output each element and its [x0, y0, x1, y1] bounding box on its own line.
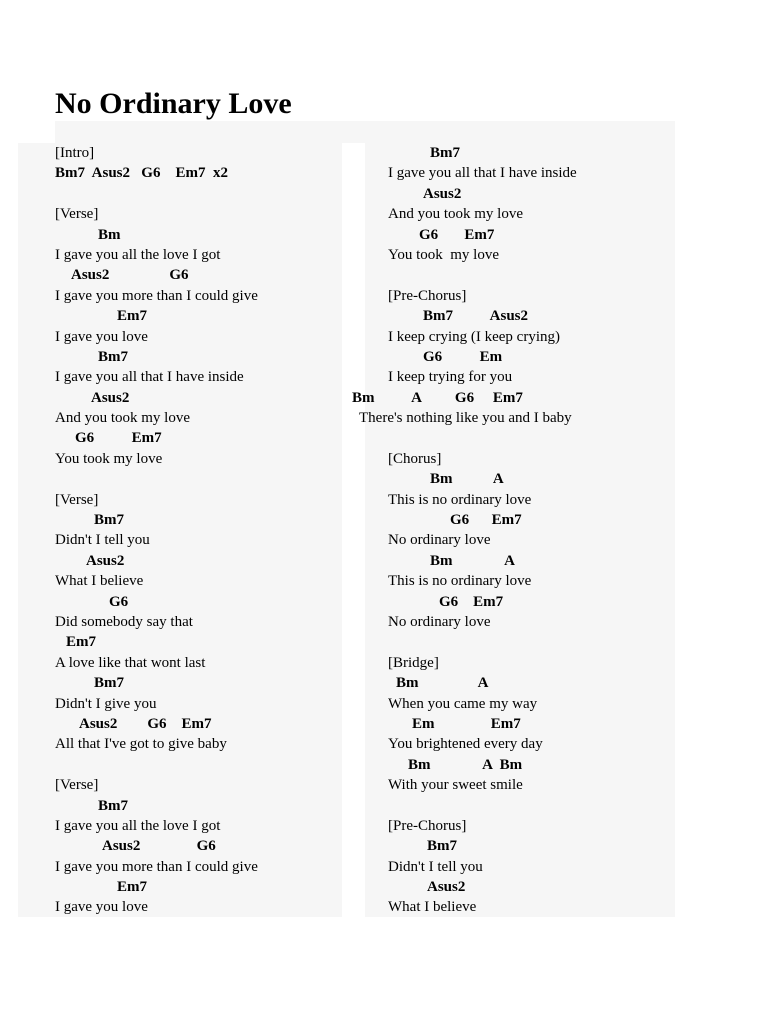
lyric-line: [Chorus] [388, 450, 442, 467]
lyric-line: Did somebody say that [55, 613, 193, 630]
chord-line: Bm7 [98, 797, 128, 814]
chord-line: G6 Em7 [419, 226, 495, 243]
blank-line [0, 469, 345, 489]
lyric-line: And you took my love [388, 206, 523, 223]
lyric-line: I keep crying (I keep crying) [388, 328, 561, 345]
chord-line: Asus2 G6 [71, 267, 189, 284]
lyric-line: This is no ordinary love [388, 491, 532, 508]
lyric-line: Didn't I tell you [388, 858, 483, 875]
lyric-line: [Bridge] [388, 654, 439, 671]
chord-line: G6 [109, 593, 129, 610]
chord-line: G6 Em7 [75, 430, 162, 447]
song-title: No Ordinary Love [55, 87, 292, 120]
lyric-line: This is no ordinary love [388, 573, 532, 590]
lyric-line: I gave you all that I have inside [55, 369, 244, 386]
blank-line [0, 755, 345, 775]
lyric-line: [Pre-Chorus] [388, 287, 467, 304]
chord-line: Asus2 [91, 389, 130, 406]
lyric-line: No ordinary love [388, 532, 491, 549]
chord-line: Bm [98, 226, 121, 243]
lyric-line: A love like that wont last [55, 654, 206, 671]
page-shade-top [55, 121, 675, 143]
chord-line: Bm7 [427, 838, 457, 855]
lyric-line: I gave you all that I have inside [388, 165, 577, 182]
chord-line: Bm A [430, 552, 516, 569]
chord-line: Asus2 [427, 879, 466, 896]
lyric-line: [Verse] [55, 491, 99, 508]
chord-line: Asus2 G6 [102, 838, 216, 855]
chord-line: Bm A G6 Em7 [352, 389, 523, 406]
chord-line: Bm7 Asus2 G6 Em7 x2 [55, 165, 228, 182]
lyric-line: [Pre-Chorus] [388, 817, 467, 834]
lyric-line: Didn't I tell you [55, 532, 150, 549]
chord-line: G6 Em [423, 348, 503, 365]
blank-line [345, 428, 685, 448]
chord-line: G6 Em7 [439, 593, 504, 610]
lyric-line: Didn't I give you [55, 695, 157, 712]
lyric-line: I gave you more than I could give [55, 858, 258, 875]
lyric-line: I gave you all the love I got [55, 817, 221, 834]
lyric-line: What I believe [388, 899, 477, 916]
chord-line: Bm7 [98, 348, 128, 365]
chord-line: Asus2 G6 Em7 [79, 715, 212, 732]
chord-line: Bm A Bm [408, 756, 523, 773]
lyric-line: I gave you love [55, 328, 148, 345]
lyric-line: [Intro] [55, 145, 95, 161]
lyric-line: No ordinary love [388, 613, 491, 630]
chord-line: Bm7 [94, 675, 124, 692]
chord-line: Bm7 [94, 512, 124, 529]
chord-line: Bm A [430, 471, 504, 488]
chord-line: Em Em7 [412, 715, 521, 732]
chord-line: G6 Em7 [450, 512, 522, 529]
chord-line: Em7 [66, 634, 96, 651]
blank-line [0, 184, 345, 204]
chord-line: Bm7 [430, 145, 460, 161]
right-column [345, 143, 685, 918]
lyric-line: And you took my love [55, 410, 190, 427]
chord-line: Asus2 [423, 185, 462, 202]
left-column [0, 143, 345, 918]
blank-line [345, 796, 685, 816]
lyric-line: When you came my way [388, 695, 538, 712]
chord-line: Em7 [117, 308, 147, 325]
lyric-line: All that I've got to give baby [55, 736, 227, 753]
lyric-line: You took my love [55, 450, 163, 467]
chord-line: Bm A [396, 675, 489, 692]
lyric-line: I gave you love [55, 899, 148, 916]
lyric-line: There's nothing like you and I baby [359, 410, 572, 427]
lyric-line: I keep trying for you [388, 369, 513, 386]
lyric-line: I gave you all the love I got [55, 246, 221, 263]
lyric-line: With your sweet smile [388, 777, 523, 794]
chord-line: Em7 [117, 879, 147, 896]
chord-line: Asus2 [86, 552, 125, 569]
lyric-line: I gave you more than I could give [55, 287, 258, 304]
blank-line [345, 265, 685, 285]
lyric-line: What I believe [55, 573, 144, 590]
chord-line: Bm7 Asus2 [423, 308, 529, 325]
blank-line [345, 632, 685, 652]
lyric-line: You took my love [388, 246, 499, 263]
lyric-line: [Verse] [55, 206, 99, 223]
lyric-line: [Verse] [55, 777, 99, 794]
lyric-line: You brightened every day [388, 736, 543, 753]
